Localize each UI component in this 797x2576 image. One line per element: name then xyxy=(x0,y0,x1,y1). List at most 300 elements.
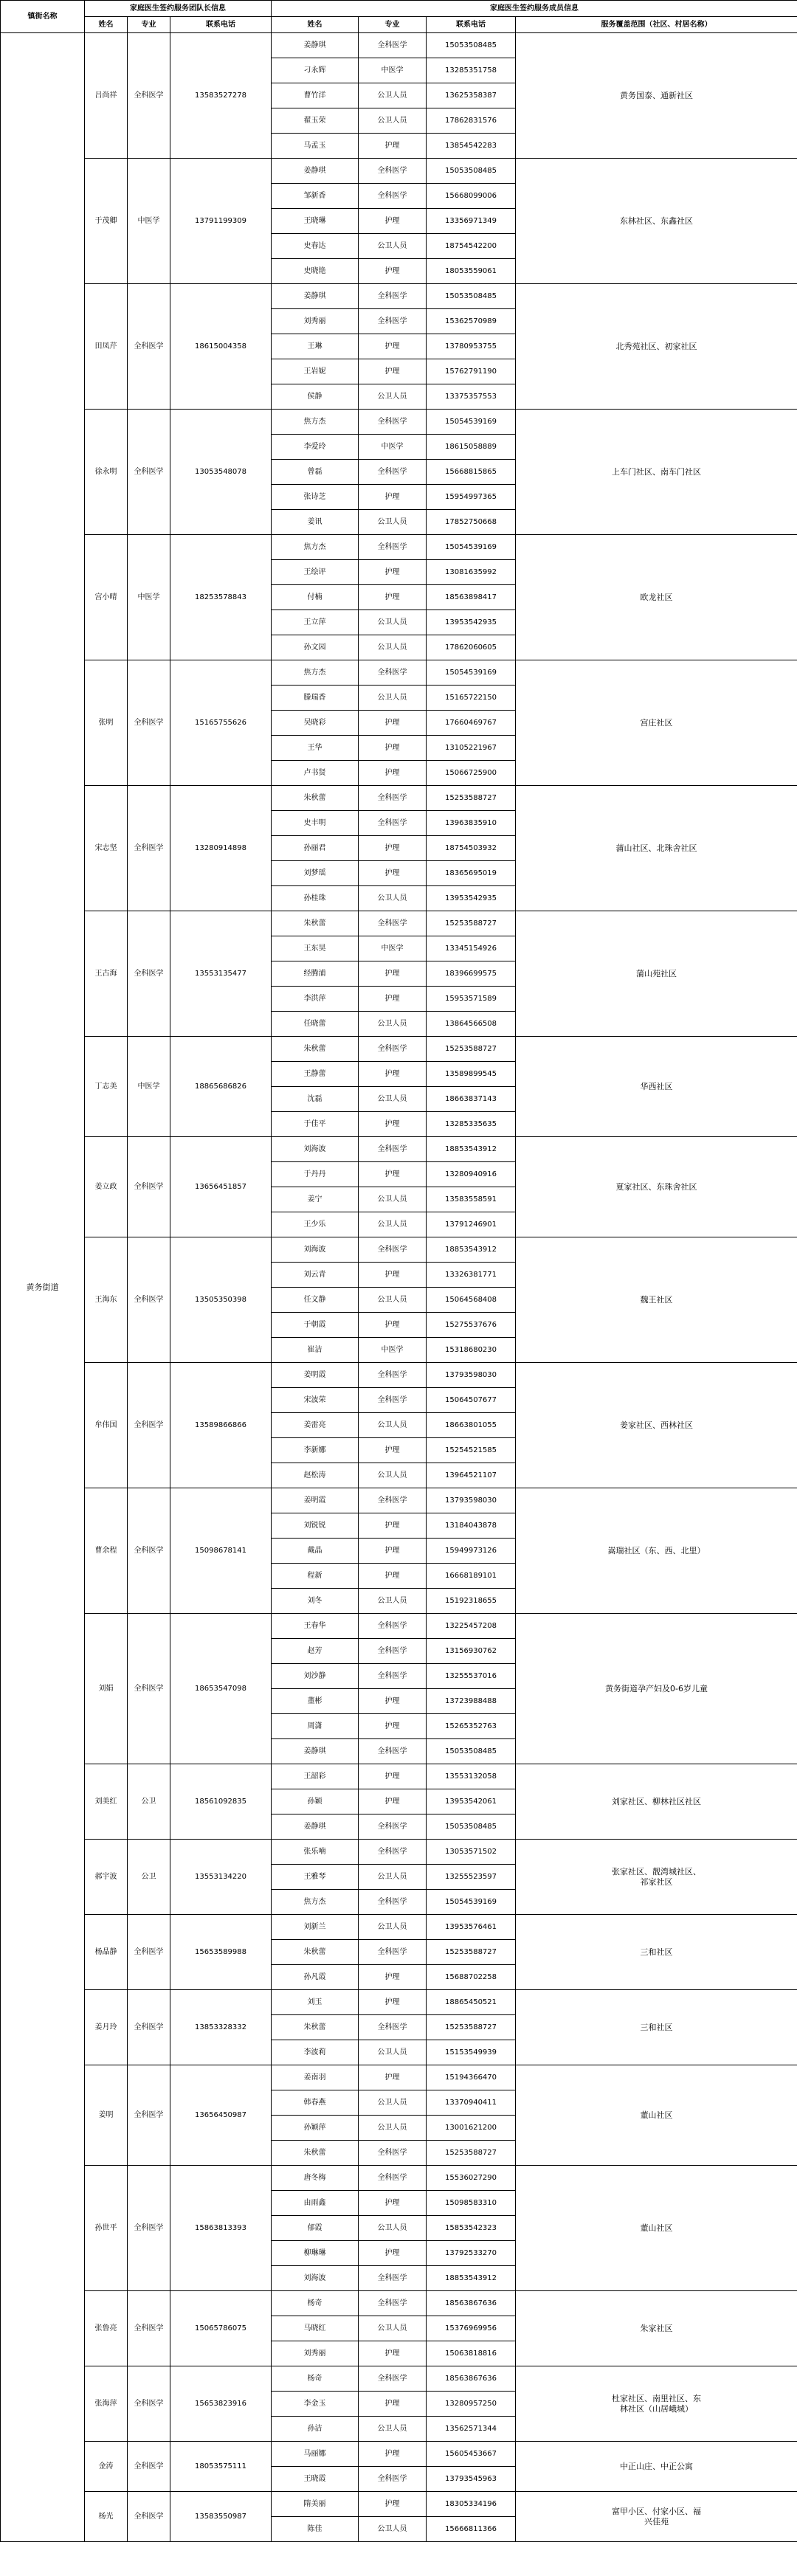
coverage-area: 黄务街道孕产妇及0-6岁儿童 xyxy=(516,1614,797,1764)
header-member-specialty: 专业 xyxy=(359,17,427,33)
member-name: 姜讯 xyxy=(272,510,359,535)
table-row xyxy=(1,660,797,686)
header-street: 镇街名称 xyxy=(1,1,85,33)
member-specialty: 公卫人员 xyxy=(359,2517,427,2542)
member-phone: 18853543912 xyxy=(427,2266,516,2291)
member-specialty: 公卫人员 xyxy=(359,1589,427,1614)
member-specialty: 护理 xyxy=(359,2392,427,2417)
member-name: 董彬 xyxy=(272,1689,359,1714)
member-name: 王少乐 xyxy=(272,1212,359,1237)
member-name: 吴晓彩 xyxy=(272,711,359,736)
leader-specialty: 公卫 xyxy=(128,1840,170,1915)
member-phone: 15064507677 xyxy=(427,1388,516,1413)
member-phone: 15318680230 xyxy=(427,1338,516,1363)
member-name: 王琳 xyxy=(272,334,359,359)
member-specialty: 护理 xyxy=(359,2442,427,2467)
table-row xyxy=(1,1840,797,1865)
member-phone: 13255523597 xyxy=(427,1865,516,1890)
member-name: 马丽娜 xyxy=(272,2442,359,2467)
member-name: 于朝霞 xyxy=(272,1313,359,1338)
member-name: 李新娜 xyxy=(272,1438,359,1463)
member-specialty: 公卫人员 xyxy=(359,610,427,635)
coverage-area: 蒲山社区、北珠舍社区 xyxy=(516,786,797,911)
member-phone: 15253588727 xyxy=(427,911,516,936)
member-name: 马晓红 xyxy=(272,2316,359,2341)
leader-name: 王海东 xyxy=(85,1237,128,1363)
member-phone: 13793545963 xyxy=(427,2467,516,2492)
member-specialty: 护理 xyxy=(359,761,427,786)
member-specialty: 全科医学 xyxy=(359,1037,427,1062)
member-phone: 18563867636 xyxy=(427,2366,516,2392)
leader-phone: 13656450987 xyxy=(170,2065,272,2166)
member-phone: 15668099006 xyxy=(427,184,516,209)
table-row xyxy=(1,1488,797,1513)
member-name: 姜静琪 xyxy=(272,284,359,309)
member-name: 刘秀丽 xyxy=(272,309,359,334)
leader-phone: 13583550987 xyxy=(170,2492,272,2542)
member-phone: 13953576461 xyxy=(427,1915,516,1940)
member-phone: 15253588727 xyxy=(427,2015,516,2040)
member-specialty: 公卫人员 xyxy=(359,1463,427,1488)
member-phone: 13081635992 xyxy=(427,560,516,585)
leader-phone: 13656451857 xyxy=(170,1137,272,1237)
table-body xyxy=(1,33,797,2542)
leader-phone: 13505350398 xyxy=(170,1237,272,1363)
member-name: 朱秋蕾 xyxy=(272,1940,359,1965)
member-specialty: 护理 xyxy=(359,1689,427,1714)
member-phone: 15064568408 xyxy=(427,1288,516,1313)
leader-specialty: 全科医学 xyxy=(128,2492,170,2542)
member-specialty: 护理 xyxy=(359,1112,427,1137)
leader-specialty: 公卫 xyxy=(128,1764,170,1840)
member-name: 史丰明 xyxy=(272,811,359,836)
member-specialty: 护理 xyxy=(359,1789,427,1814)
member-specialty: 公卫人员 xyxy=(359,2116,427,2141)
member-specialty: 公卫人员 xyxy=(359,1012,427,1037)
member-specialty: 护理 xyxy=(359,359,427,384)
member-specialty: 护理 xyxy=(359,1539,427,1564)
member-name: 姜宁 xyxy=(272,1187,359,1212)
member-phone: 15153549939 xyxy=(427,2040,516,2065)
member-name: 韩春燕 xyxy=(272,2090,359,2116)
header-leader-name: 姓名 xyxy=(85,17,128,33)
table-row xyxy=(1,33,797,58)
member-name: 邹新香 xyxy=(272,184,359,209)
coverage-area: 朱家社区 xyxy=(516,2291,797,2366)
member-phone: 13326381771 xyxy=(427,1263,516,1288)
member-phone: 13053571502 xyxy=(427,1840,516,1865)
member-specialty: 护理 xyxy=(359,1062,427,1087)
leader-name: 宋志坚 xyxy=(85,786,128,911)
member-phone: 13723988488 xyxy=(427,1689,516,1714)
member-phone: 13375357553 xyxy=(427,384,516,410)
header-leader-phone: 联系电话 xyxy=(170,17,272,33)
leader-specialty: 全科医学 xyxy=(128,284,170,410)
member-phone: 17862060605 xyxy=(427,635,516,660)
leader-name: 姜立政 xyxy=(85,1137,128,1237)
member-specialty: 全科医学 xyxy=(359,1814,427,1840)
member-name: 翟玉荣 xyxy=(272,108,359,134)
member-name: 刘海波 xyxy=(272,1237,359,1263)
member-specialty: 护理 xyxy=(359,1438,427,1463)
member-specialty: 全科医学 xyxy=(359,2366,427,2392)
table-row xyxy=(1,911,797,936)
coverage-area: 杜家社区、南里社区、东 林社区（山居峨城） xyxy=(516,2366,797,2442)
member-phone: 15063818816 xyxy=(427,2341,516,2366)
member-specialty: 公卫人员 xyxy=(359,1865,427,1890)
member-specialty: 全科医学 xyxy=(359,2467,427,2492)
member-name: 刘海波 xyxy=(272,1137,359,1162)
member-phone: 18754542200 xyxy=(427,234,516,259)
member-name: 赵松涛 xyxy=(272,1463,359,1488)
leader-phone: 18615004358 xyxy=(170,284,272,410)
member-phone: 13225457208 xyxy=(427,1614,516,1639)
member-specialty: 护理 xyxy=(359,1714,427,1739)
member-phone: 13285335635 xyxy=(427,1112,516,1137)
member-phone: 13953542935 xyxy=(427,886,516,911)
table-row xyxy=(1,2065,797,2090)
leader-phone: 13853328332 xyxy=(170,1990,272,2065)
member-specialty: 公卫人员 xyxy=(359,2216,427,2241)
member-phone: 18853543912 xyxy=(427,1237,516,1263)
member-phone: 13953542935 xyxy=(427,610,516,635)
member-phone: 13356971349 xyxy=(427,209,516,234)
member-specialty: 公卫人员 xyxy=(359,234,427,259)
member-name: 刘新兰 xyxy=(272,1915,359,1940)
member-phone: 18865450521 xyxy=(427,1990,516,2015)
member-specialty: 中医学 xyxy=(359,435,427,460)
member-phone: 13285351758 xyxy=(427,58,516,83)
coverage-area: 三和社区 xyxy=(516,1990,797,2065)
member-phone: 15954997365 xyxy=(427,485,516,510)
member-name: 孙洁 xyxy=(272,2417,359,2442)
header-leader-specialty: 专业 xyxy=(128,17,170,33)
member-phone: 13370940411 xyxy=(427,2090,516,2116)
table-row xyxy=(1,284,797,309)
member-phone: 13793598030 xyxy=(427,1488,516,1513)
member-specialty: 全科医学 xyxy=(359,1940,427,1965)
member-name: 王晓琳 xyxy=(272,209,359,234)
member-specialty: 护理 xyxy=(359,585,427,610)
member-phone: 13105221967 xyxy=(427,736,516,761)
member-phone: 15668815865 xyxy=(427,460,516,485)
member-phone: 13964521107 xyxy=(427,1463,516,1488)
member-specialty: 公卫人员 xyxy=(359,886,427,911)
leader-specialty: 全科医学 xyxy=(128,660,170,786)
member-name: 孙颖 xyxy=(272,1789,359,1814)
member-name: 焦方杰 xyxy=(272,1890,359,1915)
table-row xyxy=(1,410,797,435)
header-member-group: 家庭医生签约服务成员信息 xyxy=(272,1,797,17)
member-phone: 15054539169 xyxy=(427,660,516,686)
leader-specialty: 中医学 xyxy=(128,159,170,284)
member-specialty: 全科医学 xyxy=(359,184,427,209)
table-row xyxy=(1,2442,797,2467)
leader-phone: 15653823916 xyxy=(170,2366,272,2442)
member-phone: 18053559061 xyxy=(427,259,516,284)
coverage-area: 董山社区 xyxy=(516,2166,797,2291)
member-specialty: 护理 xyxy=(359,1263,427,1288)
member-phone: 16668189101 xyxy=(427,1564,516,1589)
member-specialty: 护理 xyxy=(359,711,427,736)
table-row xyxy=(1,2166,797,2191)
member-specialty: 中医学 xyxy=(359,1338,427,1363)
member-specialty: 护理 xyxy=(359,1564,427,1589)
member-specialty: 护理 xyxy=(359,961,427,987)
member-phone: 15762791190 xyxy=(427,359,516,384)
leader-specialty: 全科医学 xyxy=(128,1137,170,1237)
member-name: 陈佳 xyxy=(272,2517,359,2542)
member-phone: 15253588727 xyxy=(427,2141,516,2166)
leader-phone: 13280914898 xyxy=(170,786,272,911)
coverage-area: 北秀苑社区、初家社区 xyxy=(516,284,797,410)
member-phone: 13184043878 xyxy=(427,1513,516,1539)
member-phone: 13793598030 xyxy=(427,1363,516,1388)
member-name: 马孟玉 xyxy=(272,134,359,159)
member-name: 刘云青 xyxy=(272,1263,359,1288)
member-name: 姜静琪 xyxy=(272,159,359,184)
member-phone: 13963835910 xyxy=(427,811,516,836)
member-specialty: 公卫人员 xyxy=(359,1288,427,1313)
member-phone: 15253588727 xyxy=(427,1940,516,1965)
member-name: 戴晶 xyxy=(272,1539,359,1564)
member-name: 王立萍 xyxy=(272,610,359,635)
member-phone: 15253588727 xyxy=(427,786,516,811)
member-name: 王华 xyxy=(272,736,359,761)
member-phone: 13280957250 xyxy=(427,2392,516,2417)
member-specialty: 全科医学 xyxy=(359,1890,427,1915)
table-row xyxy=(1,1915,797,1940)
leader-phone: 18253578843 xyxy=(170,535,272,660)
member-name: 王东昊 xyxy=(272,936,359,961)
member-phone: 13953542061 xyxy=(427,1789,516,1814)
member-name: 郁霞 xyxy=(272,2216,359,2241)
leader-specialty: 全科医学 xyxy=(128,1237,170,1363)
table-row xyxy=(1,1990,797,2015)
leader-specialty: 全科医学 xyxy=(128,1363,170,1488)
member-specialty: 护理 xyxy=(359,2241,427,2266)
leader-specialty: 全科医学 xyxy=(128,1488,170,1614)
member-name: 柳琳琳 xyxy=(272,2241,359,2266)
leader-name: 杨光 xyxy=(85,2492,128,2542)
coverage-area: 嵩瑞社区（东、西、北里） xyxy=(516,1488,797,1614)
member-phone: 18615058889 xyxy=(427,435,516,460)
member-name: 李洪萍 xyxy=(272,987,359,1012)
member-specialty: 全科医学 xyxy=(359,786,427,811)
leader-phone: 18865686826 xyxy=(170,1037,272,1137)
member-phone: 13792533270 xyxy=(427,2241,516,2266)
member-name: 由雨鑫 xyxy=(272,2191,359,2216)
leader-name: 宫小晴 xyxy=(85,535,128,660)
member-specialty: 公卫人员 xyxy=(359,1187,427,1212)
member-specialty: 公卫人员 xyxy=(359,83,427,108)
member-name: 刘锐锐 xyxy=(272,1513,359,1539)
member-name: 李波莉 xyxy=(272,2040,359,2065)
member-phone: 15536027290 xyxy=(427,2166,516,2191)
leader-phone: 18053575111 xyxy=(170,2442,272,2492)
member-specialty: 全科医学 xyxy=(359,33,427,58)
member-phone: 15192318655 xyxy=(427,1589,516,1614)
member-specialty: 全科医学 xyxy=(359,284,427,309)
member-phone: 13625358387 xyxy=(427,83,516,108)
table-row xyxy=(1,2366,797,2392)
member-name: 孙文园 xyxy=(272,635,359,660)
member-name: 姜明霞 xyxy=(272,1488,359,1513)
member-name: 赵芳 xyxy=(272,1639,359,1664)
leader-name: 刘娟 xyxy=(85,1614,128,1764)
member-phone: 13780953755 xyxy=(427,334,516,359)
member-specialty: 护理 xyxy=(359,209,427,234)
member-name: 于丹丹 xyxy=(272,1162,359,1187)
member-name: 唐冬梅 xyxy=(272,2166,359,2191)
member-phone: 15253588727 xyxy=(427,1037,516,1062)
member-phone: 15605453667 xyxy=(427,2442,516,2467)
leader-name: 吕尚祥 xyxy=(85,33,128,159)
leader-specialty: 全科医学 xyxy=(128,1990,170,2065)
member-name: 焦方杰 xyxy=(272,535,359,560)
member-specialty: 全科医学 xyxy=(359,410,427,435)
member-phone: 13156930762 xyxy=(427,1639,516,1664)
member-phone: 13864566508 xyxy=(427,1012,516,1037)
member-specialty: 全科医学 xyxy=(359,660,427,686)
coverage-area: 魏王社区 xyxy=(516,1237,797,1363)
member-name: 朱秋蕾 xyxy=(272,2141,359,2166)
member-phone: 13255537016 xyxy=(427,1664,516,1689)
member-name: 焦方杰 xyxy=(272,660,359,686)
leader-name: 田凤芹 xyxy=(85,284,128,410)
leader-specialty: 中医学 xyxy=(128,1037,170,1137)
member-specialty: 全科医学 xyxy=(359,460,427,485)
member-phone: 15053508485 xyxy=(427,159,516,184)
member-name: 卢书贤 xyxy=(272,761,359,786)
member-specialty: 公卫人员 xyxy=(359,2417,427,2442)
leader-name: 于茂卿 xyxy=(85,159,128,284)
member-name: 王雅琴 xyxy=(272,1865,359,1890)
table-row xyxy=(1,159,797,184)
member-name: 崔洁 xyxy=(272,1338,359,1363)
coverage-area: 中正山庄、中正公寓 xyxy=(516,2442,797,2492)
member-phone: 15376969956 xyxy=(427,2316,516,2341)
member-name: 杨奇 xyxy=(272,2366,359,2392)
member-phone: 18305334196 xyxy=(427,2492,516,2517)
leader-name: 孙世平 xyxy=(85,2166,128,2291)
member-phone: 18365695019 xyxy=(427,861,516,886)
member-specialty: 公卫人员 xyxy=(359,1413,427,1438)
member-specialty: 全科医学 xyxy=(359,911,427,936)
member-name: 周潇 xyxy=(272,1714,359,1739)
leader-phone: 13583527278 xyxy=(170,33,272,159)
leader-specialty: 全科医学 xyxy=(128,2166,170,2291)
member-specialty: 护理 xyxy=(359,2191,427,2216)
table-row xyxy=(1,535,797,560)
member-specialty: 护理 xyxy=(359,334,427,359)
member-specialty: 护理 xyxy=(359,134,427,159)
member-name: 孙凡霞 xyxy=(272,1965,359,1990)
member-specialty: 全科医学 xyxy=(359,1137,427,1162)
street-name: 黄务街道 xyxy=(1,33,85,2542)
member-phone: 15165722150 xyxy=(427,686,516,711)
member-phone: 13583558591 xyxy=(427,1187,516,1212)
member-specialty: 全科医学 xyxy=(359,2015,427,2040)
member-name: 刘玉 xyxy=(272,1990,359,2015)
member-specialty: 护理 xyxy=(359,259,427,284)
header-member-name: 姓名 xyxy=(272,17,359,33)
member-phone: 18396699575 xyxy=(427,961,516,987)
member-specialty: 护理 xyxy=(359,1990,427,2015)
table-row xyxy=(1,1137,797,1162)
member-name: 王晓霞 xyxy=(272,2467,359,2492)
leader-phone: 18653547098 xyxy=(170,1614,272,1764)
member-phone: 13854542283 xyxy=(427,134,516,159)
member-phone: 13001621200 xyxy=(427,2116,516,2141)
member-phone: 17660469767 xyxy=(427,711,516,736)
leader-phone: 18561092835 xyxy=(170,1764,272,1840)
leader-name: 郝宇波 xyxy=(85,1840,128,1915)
member-specialty: 护理 xyxy=(359,560,427,585)
member-specialty: 护理 xyxy=(359,736,427,761)
coverage-area: 欧龙社区 xyxy=(516,535,797,660)
member-name: 孙桂珠 xyxy=(272,886,359,911)
header-member-phone: 联系电话 xyxy=(427,17,516,33)
member-specialty: 护理 xyxy=(359,2341,427,2366)
member-specialty: 全科医学 xyxy=(359,2291,427,2316)
member-name: 王春华 xyxy=(272,1614,359,1639)
table-row xyxy=(1,2492,797,2517)
member-name: 刘秀丽 xyxy=(272,2341,359,2366)
leader-specialty: 全科医学 xyxy=(128,911,170,1037)
member-specialty: 全科医学 xyxy=(359,1363,427,1388)
member-specialty: 公卫人员 xyxy=(359,510,427,535)
member-phone: 13562571344 xyxy=(427,2417,516,2442)
coverage-area: 富甲小区、付家小区、福 兴佳苑 xyxy=(516,2492,797,2542)
leader-phone: 13589866866 xyxy=(170,1363,272,1488)
coverage-area: 三和社区 xyxy=(516,1915,797,1990)
member-name: 朱秋蕾 xyxy=(272,911,359,936)
member-name: 程新 xyxy=(272,1564,359,1589)
member-phone: 15054539169 xyxy=(427,410,516,435)
member-phone: 15194366470 xyxy=(427,2065,516,2090)
member-specialty: 护理 xyxy=(359,485,427,510)
member-specialty: 全科医学 xyxy=(359,2166,427,2191)
member-name: 朱秋蕾 xyxy=(272,2015,359,2040)
table-row xyxy=(1,1363,797,1388)
member-phone: 13345154926 xyxy=(427,936,516,961)
member-phone: 17862831576 xyxy=(427,108,516,134)
leader-specialty: 全科医学 xyxy=(128,2366,170,2442)
member-name: 刘沙静 xyxy=(272,1664,359,1689)
member-name: 王静蕾 xyxy=(272,1062,359,1087)
member-specialty: 全科医学 xyxy=(359,1488,427,1513)
member-specialty: 公卫人员 xyxy=(359,2316,427,2341)
member-name: 张诗芝 xyxy=(272,485,359,510)
member-phone: 18754503932 xyxy=(427,836,516,861)
member-specialty: 公卫人员 xyxy=(359,635,427,660)
leader-name: 徐永明 xyxy=(85,410,128,535)
leader-phone: 15653589988 xyxy=(170,1915,272,1990)
member-specialty: 公卫人员 xyxy=(359,108,427,134)
member-name: 隋美丽 xyxy=(272,2492,359,2517)
member-phone: 15054539169 xyxy=(427,1890,516,1915)
leader-phone: 15165755626 xyxy=(170,660,272,786)
member-specialty: 全科医学 xyxy=(359,811,427,836)
member-phone: 15949973126 xyxy=(427,1539,516,1564)
leader-phone: 15098678141 xyxy=(170,1488,272,1614)
member-name: 张乐喃 xyxy=(272,1840,359,1865)
leader-phone: 13053548078 xyxy=(170,410,272,535)
member-phone: 18853543912 xyxy=(427,1137,516,1162)
member-name: 王岩妮 xyxy=(272,359,359,384)
member-specialty: 全科医学 xyxy=(359,309,427,334)
